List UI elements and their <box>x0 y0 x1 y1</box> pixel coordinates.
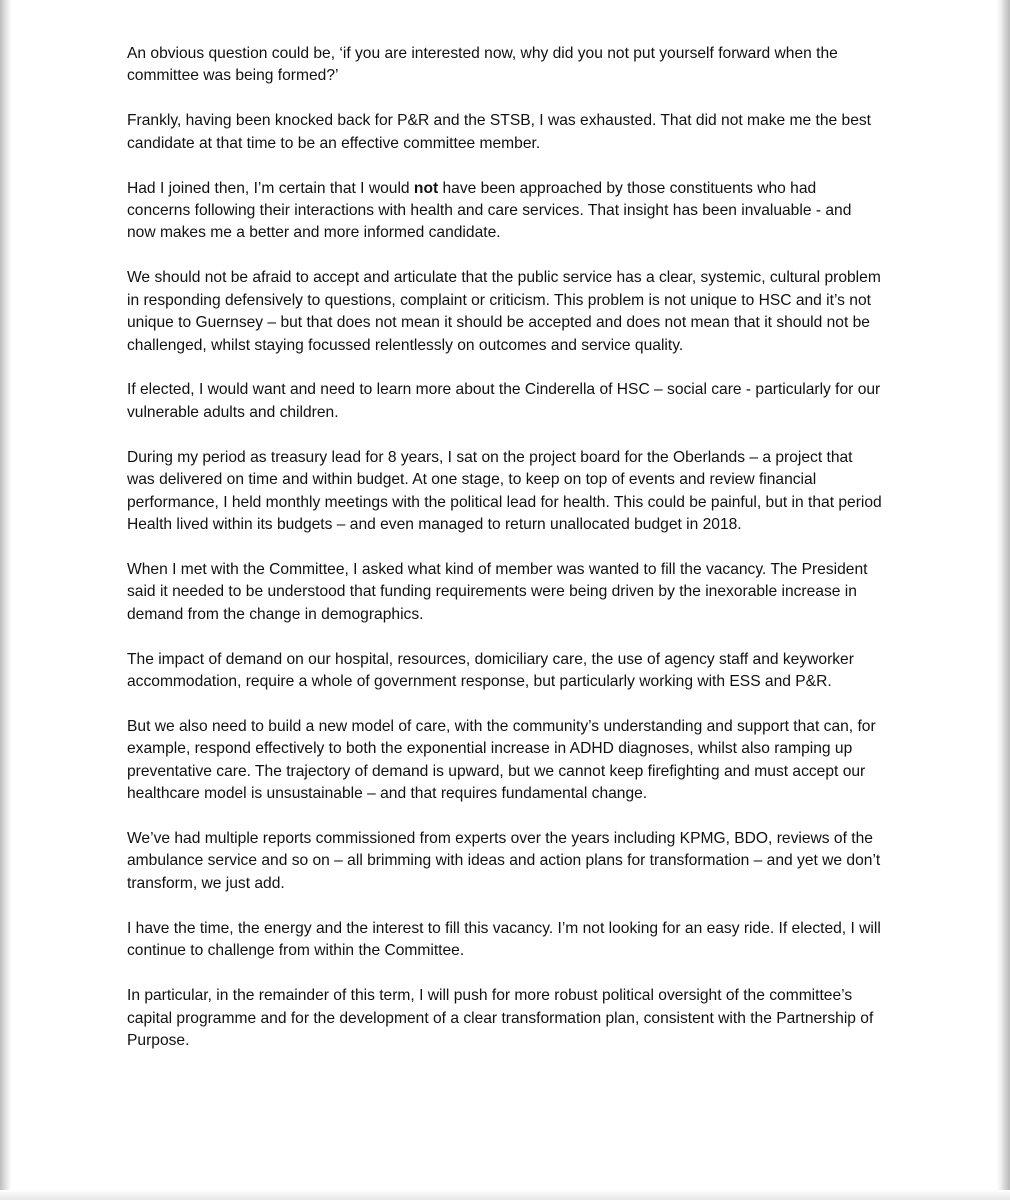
paragraph-6: During my period as treasury lead for 8 years, I sat on the project board for the Oberlands – a project that was delivered on time and within budget. At one stage, to keep on top of events and review financial performance, I held monthly meetings with the political lead for health. This could be painful, but in that period Health lived within its budgets – and even managed to return unallocated budget in 2018. <box>127 448 882 533</box>
paragraph-7: When I met with the Committee, I asked what kind of member was wanted to fill the vacancy. The President said it needed to be understood that funding requirements were being driven by the inexorable increase in demand from the change in demographics. <box>127 560 868 623</box>
paragraph-4: We should not be afraid to accept and articulate that the public service has a clear, systemic, cultural problem in responding defensively to questions, complaint or criticism. This problem is not unique to HSC and it’s not unique to Guernsey – but that does not mean it should be accepted and does not mean that it should not be challenged, whilst staying focussed relentlessly on outcomes and service quality. <box>127 269 881 354</box>
paragraph-11: I have the time, the energy and the interest to fill this vacancy. I’m not looking for an easy ride. If elected, I will continue to challenge from within the Committee. <box>127 919 881 960</box>
paragraph-12: In particular, in the remainder of this term, I will push for more robust political oversight of the committee’s capital programme and for the development of a clear transformation plan, consistent with the Partnership of Purpose. <box>127 987 874 1049</box>
paragraph-3-rest: have been approached by those constituents who had concerns following their interactions with health and care services. That insight has been invaluable - and now makes me a better and more informed candidate. <box>127 179 852 242</box>
page-edge-shadow-right <box>996 0 1010 1200</box>
paragraph-5: If elected, I would want and need to learn more about the Cinderella of HSC – social care - particularly for our vulnerable adults and children. <box>127 381 881 421</box>
paragraph-1: An obvious question could be, ‘if you are interested now, why did you not put yourself forward when the committee was being formed?’ <box>127 45 838 85</box>
page-edge-shadow-left <box>0 0 12 1200</box>
paragraph-9: But we also need to build a new model of care, with the community’s understanding and support that can, for example, respond effectively to both the exponential increase in ADHD diagnoses, whilst also ramping up preventative care. The trajectory of demand is upward, but we cannot keep firefighting and must accept our healthcare model is unsustainable – and that requires fundamental change. <box>127 717 876 803</box>
paragraph-3 <box>127 178 882 245</box>
paragraph-8: The impact of demand on our hospital, resources, domiciliary care, the use of agency staff and keyworker accommodation, require a whole of government response, but particularly working with ESS and P&R. <box>127 650 854 691</box>
paragraph-2: Frankly, having been knocked back for P&R and the STSB, I was exhausted. That did not make me the best candidate at that time to be an effective committee member. <box>127 112 871 152</box>
emphasis-not: not <box>413 179 439 197</box>
document-body <box>127 43 882 1075</box>
paragraph-3-lead: Had I joined then, I’m certain that I would <box>127 179 414 197</box>
paragraph-10: We’ve had multiple reports commissioned from experts over the years including KPMG, BDO, reviews of the ambulance service and so on – all brimming with ideas and action plans for transformation – and yet we don’t transform, we just add. <box>127 830 881 892</box>
page-edge-shadow-bottom <box>0 1190 1010 1200</box>
